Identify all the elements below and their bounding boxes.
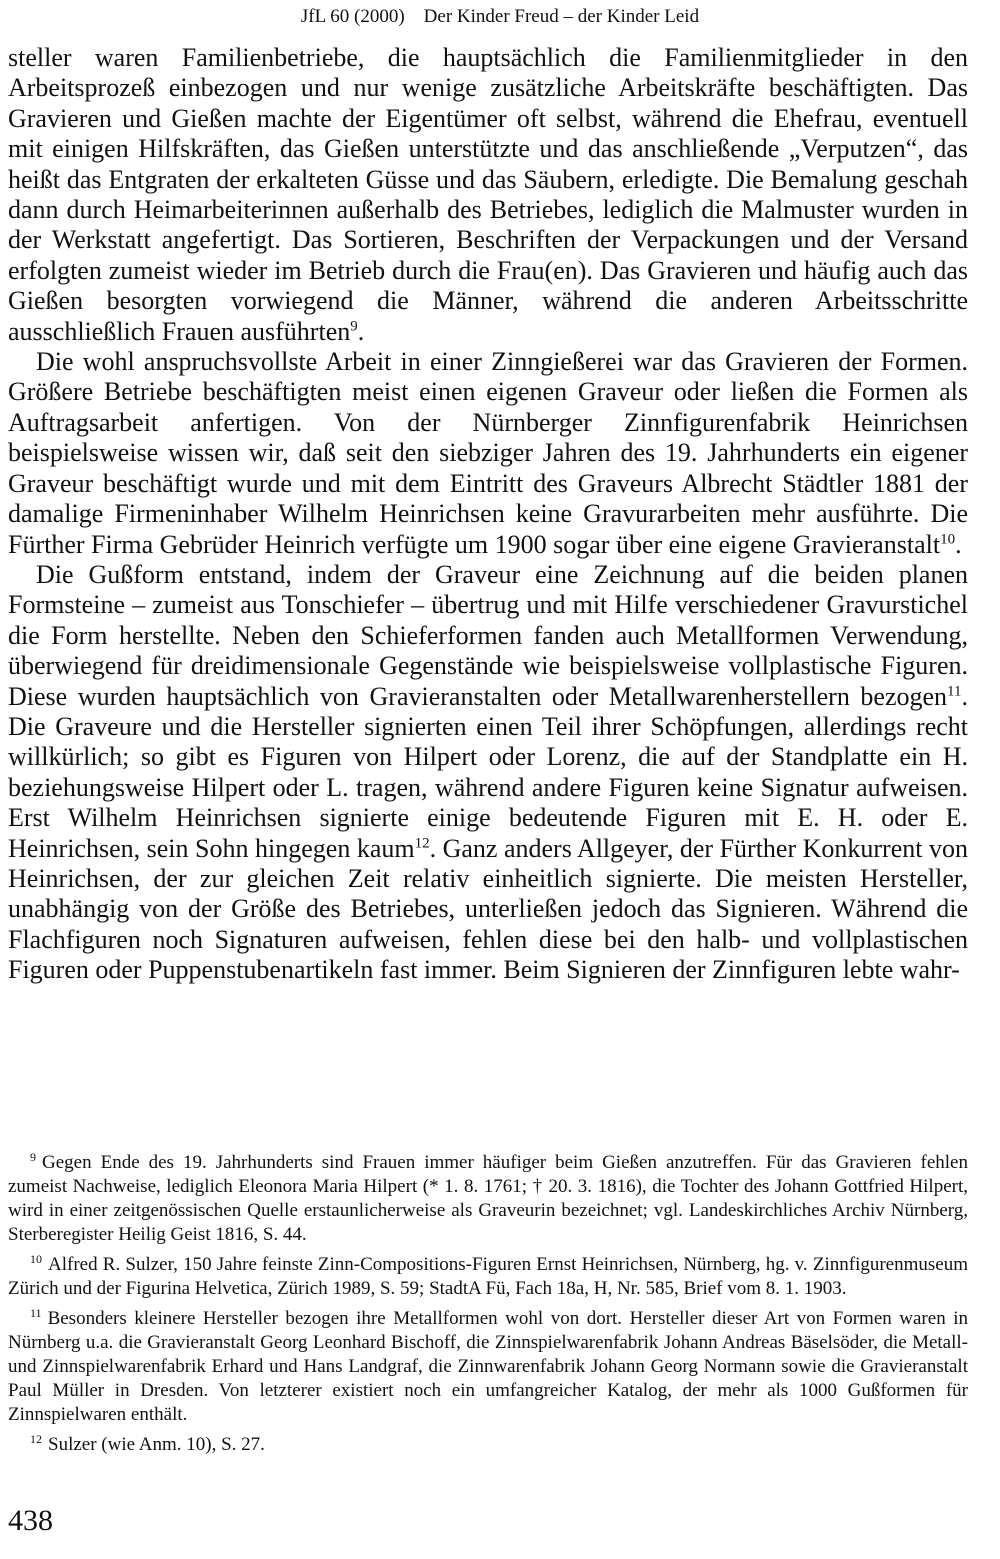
footnote-number: 9: [30, 1149, 36, 1164]
paragraph-2-tail: .: [955, 529, 962, 559]
paragraph-1: [8, 43, 968, 347]
footnotes: [8, 1151, 968, 1463]
footnote-11: [8, 1307, 968, 1427]
footnote-ref-9: 9: [350, 318, 358, 334]
paragraph-3-text-a: Die Gußform entstand, indem der Graveur eine Zeichnung auf die beiden planen Formsteine – zumeist aus Tonschiefer – übertrug und mit Hilfe verschiedener Gravurstichel die Form herstellte. Neben den Schieferformen fanden auch Metallformen Verwendung, überwiegend für dreidimensionale Gegenstände wie beispielsweise vollplastische Figuren. Diese wurden hauptsächlich von Gravieranstalten oder Metallwarenherstellern bezogen: [8, 559, 968, 711]
footnote-text: Sulzer (wie Anm. 10), S. 27.: [48, 1434, 265, 1455]
footnote-text: Besonders kleinere Hersteller bezogen ihre Metallformen wohl von dort. Hersteller dieser Art von Formen waren in Nürnberg u.a. die Gravieranstalt Georg Leonhard Bischoff, die Zinnspielwarenfabrik Johann Andreas Bäselsöder, die Metall- und Zinnspielwarenfabrik Erhard und Hans Landgraf, die Zinnwarenfabrik Johann Georg Normann sowie die Gravieranstalt Paul Müller in Dresden. Von letzterer existiert noch ein umfangreicher Katalog, der mehr als 1000 Gußformen für Zinnspielwaren enthält.: [8, 1308, 968, 1425]
footnote-10: [8, 1253, 968, 1301]
paragraph-3: [8, 560, 968, 986]
footnote-ref-12: 12: [414, 834, 430, 851]
running-head: [0, 6, 1000, 28]
footnote-text: Gegen Ende des 19. Jahrhunderts sind Frauen immer häufiger beim Gießen anzutreffen. Für das Gravieren fehlen zumeist Nachweise, lediglich Eleonora Maria Hilpert (* 1. 8. 1761; † 20. 3. 1816), die Tochter des Johann Gottfried Hilpert, wird in einer zeitgenössischen Quelle erstaunlicherweise als Graveurin bezeichnet; vgl. Landeskirchliches Archiv Nürnberg, Sterberegister Heilig Geist 1816, S. 44.: [8, 1152, 968, 1245]
footnote-9: [8, 1151, 968, 1247]
footnote-number: 11: [30, 1305, 42, 1320]
paragraph-2: [8, 347, 968, 560]
main-text: [8, 43, 968, 986]
paragraph-3-text-b: . Die Graveure und die Hersteller signierten einen Teil ihrer Schöpfungen, allerdings recht willkürlich; so gibt es Figuren von Hilpert oder Lorenz, die auf der Standplatte ein H. beziehungsweise Hilpert oder L. tragen, während andere Figuren keine Signatur aufweisen. Erst Wilhelm Heinrichsen signierte einige bedeutende Figuren mit E. H. oder E. Heinrichsen, sein Sohn hingegen kaum: [8, 681, 968, 863]
paragraph-2-text: Die wohl anspruchsvollste Arbeit in einer Zinngießerei war das Gravieren der Formen. Größere Betriebe beschäftigten meist einen eigenen Graveur oder ließen die Formen als Auftragsarbeit anfertigen. Von der Nürnberger Zinnfigurenfabrik Heinrichsen beispielsweise wissen wir, daß seit den siebziger Jahren des 19. Jahrhunderts ein eigener Graveur beschäftigt wurde und mit dem Eintritt des Graveurs Albrecht Städtler 1881 der damalige Firmeninhaber Wilhelm Heinrichsen keine Gravurarbeiten mehr ausführte. Die Fürther Firma Gebrüder Heinrich verfügte um 1900 sogar über eine eigene Gravieranstalt: [8, 347, 968, 559]
journal-citation: JfL 60 (2000): [300, 6, 405, 27]
footnote-ref-10: 10: [940, 530, 956, 547]
paragraph-1-text: steller waren Familienbetriebe, die hauptsächlich die Familienmitglieder in den Arbeitsprozeß einbezogen und nur wenige zusätzliche Arbeitskräfte beschäftigten. Das Gravieren und Gießen machte der Eigentümer oft selbst, während die Ehefrau, eventuell mit einigen Hilfskräften, das Gießen unterstützte und das anschließende „Verputzen“, das heißt das Entgraten der erkalteten Güsse und das Säubern, erledigte. Die Bemalung geschah dann durch Heimarbeiterinnen außerhalb des Betriebes, lediglich die Malmuster wurden in der Werkstatt angefertigt. Das Sortieren, Beschriften der Verpackungen und der Versand erfolgten zumeist wieder im Betrieb durch die Frau(en). Das Gravieren und häufig auch das Gießen besorgten vorwiegend die Männer, während die anderen Arbeitsschritte ausschließlich Frauen ausführten: [8, 43, 968, 346]
paragraph-1-tail: .: [357, 316, 365, 346]
page-number: 438: [8, 1504, 53, 1537]
paragraph-3-text-c: . Ganz anders Allgeyer, der Fürther Konkurrent von Heinrichsen, der zur gleichen Zeit relativ einheitlich signierte. Die meisten Hersteller, unabhängig von der Größe des Betriebes, unterließen jedoch das Signieren. Während die Flachfiguren noch Signaturen aufweisen, fehlen diese bei den halb- und vollplastischen Figuren oder Puppenstubenartikeln fast immer. Beim Signieren der Zinnfiguren lebte wahr-: [8, 833, 968, 985]
footnote-number: 10: [30, 1251, 42, 1266]
footnote-text: Alfred R. Sulzer, 150 Jahre feinste Zinn-Compositions-Figuren Ernst Heinrichsen, Nürnberg, hg. v. Zinnfigurenmuseum Zürich und der Figurina Helvetica, Zürich 1989, S. 59; StadtA Fü, Fach 18a, H, Nr. 585, Brief vom 8. 1. 1903.: [8, 1254, 968, 1299]
article-title: Der Kinder Freud – der Kinder Leid: [423, 6, 700, 27]
footnote-12: [8, 1433, 968, 1457]
footnote-number: 12: [30, 1431, 42, 1446]
footnote-ref-11: 11: [947, 682, 962, 699]
